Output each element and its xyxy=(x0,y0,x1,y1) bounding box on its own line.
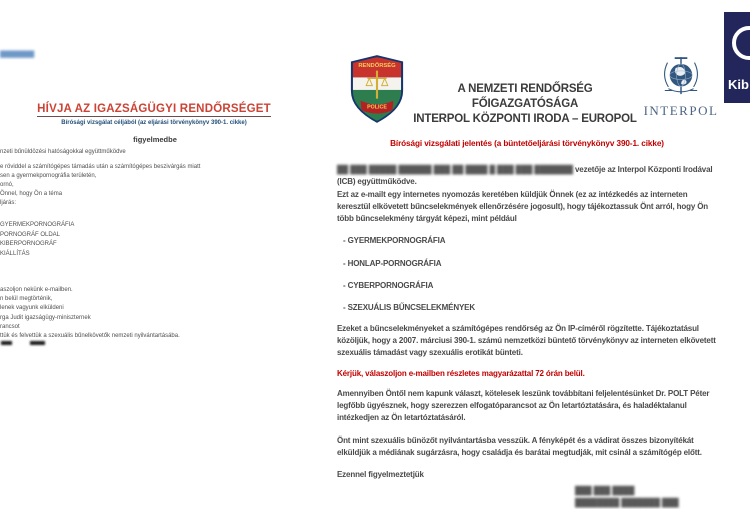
right-letter-document xyxy=(332,50,722,509)
recorded-paragraph: Ezeket a bűncselekményeket a számítógépes rendőrség az Ön IP-címéről rögzítette. Tájékoztatásul közöljük, hogy a 2007. márciusi 390-1. számú nemzetközi büntető törvénykönyv az interneten elkövetett szexuális támadást vagy szexuális erotikát bünteti. xyxy=(337,323,716,358)
left-letter-offense-list xyxy=(0,221,74,259)
signature-mark xyxy=(30,341,45,345)
left-letter-signature-marks xyxy=(1,341,45,345)
organization-title xyxy=(410,82,640,127)
logo-ring-icon xyxy=(732,26,750,60)
left-letter-header xyxy=(0,99,308,126)
signature-mark xyxy=(1,341,12,345)
bottom-fragment-line: lenek vagyunk elküldeni xyxy=(0,305,64,312)
offense-item: GYERMEKPORNOGRÁFIA xyxy=(0,222,75,228)
bottom-fragment-line: n belül megtörténik, xyxy=(0,296,53,303)
interpol-logo xyxy=(640,54,722,119)
bottom-fragment-line: rga Judit igazságügy-miniszternek xyxy=(0,314,91,321)
left-letter-title: HÍVJA AZ IGAZSÁGÜGYI RENDŐRSÉGET xyxy=(37,103,271,115)
bottom-fragment-line: aszoljon nekünk e-mailben. xyxy=(0,287,73,293)
offense-item: KIBERPORNOGRÁF xyxy=(0,241,57,247)
body-fragment-line: ljárás: xyxy=(0,200,17,206)
left-letter-document xyxy=(0,0,320,420)
left-letter-bottom-fragments xyxy=(0,286,180,341)
redacted-sender-name: ██ ███ █████ ██████ ███ ██ ████ █ ███ ███ ███████ xyxy=(337,165,573,174)
offense-item: - SZEXUÁLIS BŰNCSELEKMÉNYEK xyxy=(343,303,475,313)
interpol-emblem-icon xyxy=(645,54,717,100)
body-fragment-line: ornó, xyxy=(0,182,14,188)
sender-link-text: █████████ xyxy=(0,52,34,58)
offense-item: - CYBERPORNOGRÁFIA xyxy=(343,281,434,291)
offense-item: - HONLAP-PORNOGRÁFIA xyxy=(343,258,442,268)
intro-text: vezetője az Interpol Központi Irodával (ICB) együttműködve. xyxy=(337,165,713,187)
right-letter-signature xyxy=(575,485,720,509)
bottom-fragment-line: ttük és felvettük a szexuális bűnelkövetők nemzeti nyilvántartásába. xyxy=(0,333,180,340)
red-subject-line: Bírósági vizsgálati jelentés (a büntetőeljárási törvénykönyv 390-1. cikke) xyxy=(390,139,664,148)
body-fragment-line: sen a gyermekpornográfia területén, xyxy=(0,173,97,179)
offense-item: PORNOGRÁF OLDAL xyxy=(0,231,61,238)
interpol-wordmark: INTERPOL xyxy=(643,103,719,118)
svg-text:POLICE: POLICE xyxy=(367,104,387,111)
right-letter-header xyxy=(332,50,722,130)
red-deadline-line: Kérjük, válaszoljon e-mailben részletes magyarázattal 72 órán belül. xyxy=(337,368,585,378)
email-paragraph: Ezt az e-mailt egy internetes nyomozás keretében küldjük Önnek (ez az intézkedés az interneten keresztül elkövetett bűncselekmények ellenőrzésére jogosult), hogy tájékoztassuk Önt arról, hogy Ön több bűncselekmény tárgyát képezi, mint például xyxy=(337,189,709,224)
body-fragment-line: Önnel, hogy Ön a téma xyxy=(0,191,63,197)
bottom-fragment-line: rancsot xyxy=(0,323,20,330)
organization-title-line1: A NEMZETI RENDŐRSÉG FŐIGAZGATÓSÁGA xyxy=(457,83,593,110)
right-letter-body xyxy=(332,164,722,509)
left-letter-body-fragments xyxy=(0,148,200,208)
left-letter-salutation: figyelmedbe xyxy=(133,135,177,144)
offense-item: KIÁLLÍTÁS xyxy=(0,250,30,257)
closing-line: Ezennel figyelmeztetjük xyxy=(337,470,424,480)
svg-text:RENDŐRSÉG: RENDŐRSÉG xyxy=(358,63,396,70)
body-fragment-line: nzeti bűnüldözési hatóságokkal együttműködve xyxy=(0,149,126,155)
intro-paragraph xyxy=(337,164,720,189)
redacted-signature-line: ███ ███ ████ xyxy=(575,485,635,495)
registry-paragraph: Önt mint szexuális bűnözőt nyilvántartásba vesszük. A fényképét és a vádirat összes bizonyítékát elküldjük a médiának sugárzásra, hogy családja és barátai megtudják, mit csinál a számítógép előtt. xyxy=(337,435,702,458)
offense-item: - GYERMEKPORNOGRÁFIA xyxy=(343,236,446,246)
body-fragment-line: e röviddel a számítógépes támadás után a számítógépes beszivárgás miatt xyxy=(0,164,201,170)
police-badge-icon xyxy=(348,54,406,124)
redacted-signature-line: ████████ ███████ ███ xyxy=(575,497,679,507)
left-letter-subtitle: Bírósági vizsgálat céljából (az eljárási törvénykönyv 390-1. cikke) xyxy=(61,120,247,126)
corner-site-logo xyxy=(724,12,750,103)
warrant-paragraph: Amennyiben Öntől nem kapunk választ, kötelesek leszünk továbbítani feljelentésünket Dr. POLT Péter legfőbb ügyésznek, hogy szerezzen elfogatóparancsot az Ön letartóztatására, és haladéktalanul intézkedjen az Ön letartóztatásáról. xyxy=(337,388,710,423)
organization-title-line2: INTERPOL KÖZPONTI IRODA – EUROPOL xyxy=(413,113,637,125)
corner-logo-label: Kib xyxy=(728,77,749,92)
